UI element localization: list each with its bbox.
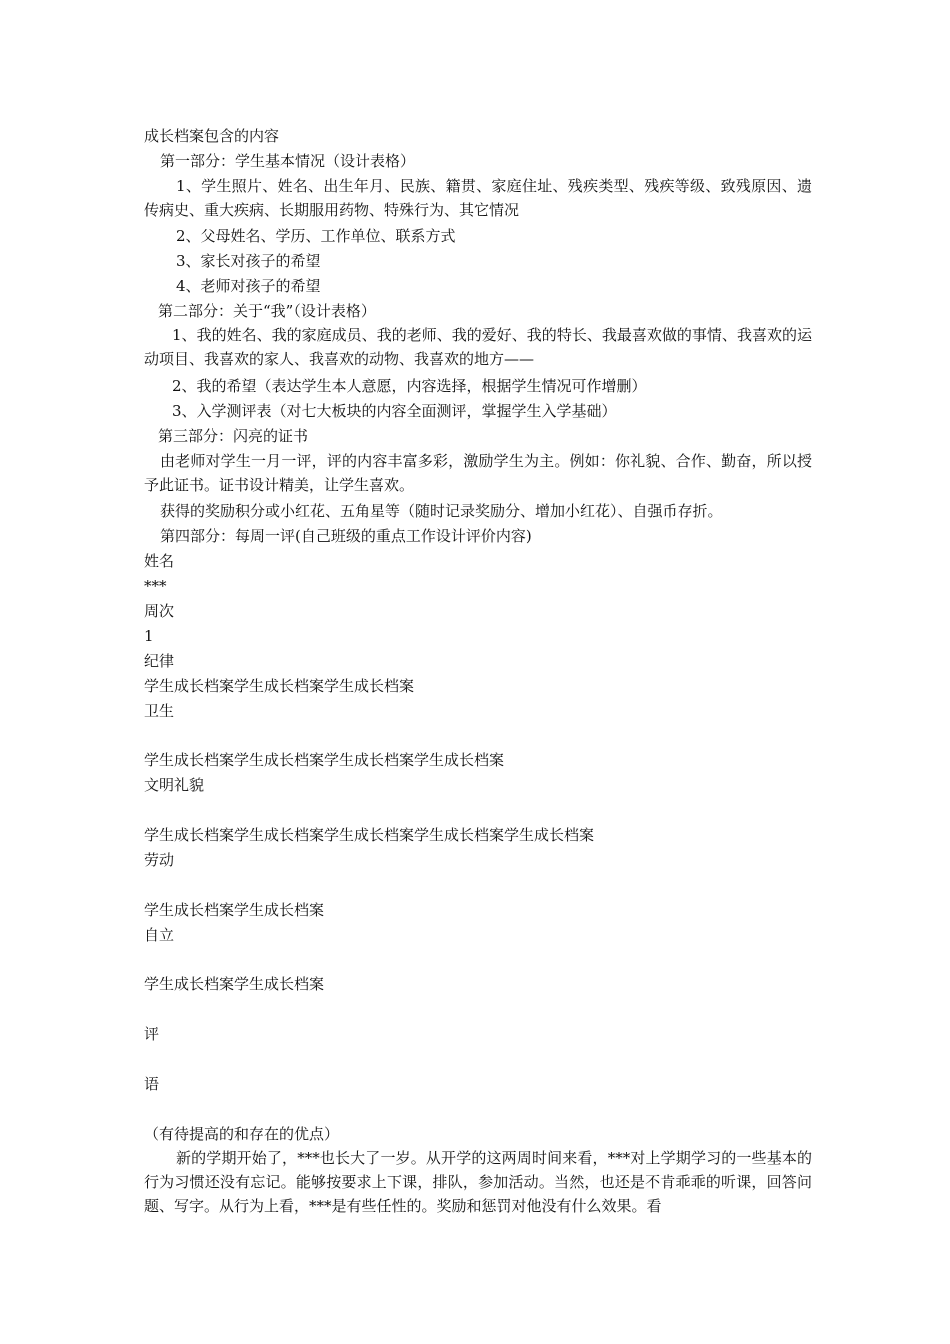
part2-item-1: 1、我的姓名、我的家庭成员、我的老师、我的爱好、我的特长、我最喜欢做的事情、我喜欢的运动项目、我喜欢的家人、我喜欢的动物、我喜欢的地方—— [144,326,812,368]
part2-item-3: 3、入学测评表（对七大板块的内容全面测评，掌握学生入学基础） [172,402,617,420]
row-discipline-value: 学生成长档案学生成长档案学生成长档案 [144,677,415,695]
part1-item-1: 1、学生照片、姓名、出生年月、民族、籍贯、家庭住址、残疾类型、残疾等级、致残原因、遗传病史、重大疾病、长期服用药物、特殊行为、其它情况 [144,177,812,219]
comment-note: （有待提高的和存在的优点） [144,1125,340,1143]
row-labor-label: 劳动 [144,851,175,869]
part4-heading: 第四部分：每周一评(自己班级的重点工作设计评价内容) [160,527,532,545]
part1-item-2: 2、父母姓名、学历、工作单位、联系方式 [176,227,456,245]
row-hygiene-label: 卫生 [144,702,175,720]
part1-heading: 第一部分：学生基本情况（设计表格） [160,152,416,170]
comment-label-2: 语 [144,1075,160,1093]
row-independence-value: 学生成长档案学生成长档案 [144,975,325,993]
row-discipline-label: 纪律 [144,652,175,670]
comment-label-1: 评 [144,1025,160,1043]
part1-item-4: 4、老师对孩子的希望 [176,277,321,295]
name-label: 姓名 [144,552,175,570]
row-independence-label: 自立 [144,926,175,944]
part2-item-2: 2、我的希望（表达学生本人意愿，内容选择，根据学生情况可作增删） [172,377,647,395]
row-courtesy-label: 文明礼貌 [144,776,205,794]
comment-text: 新的学期开始了，***也长大了一岁。从开学的这两周时间来看，***对上学期学习的一些基本的行为习惯还没有忘记。能够按要求上下课，排队，参加活动。当然，也还是不肯乖乖的听课，回答问题、写字。从行为上看，***是有些任性的。奖励和惩罚对他没有什么效果。看 [144,1149,812,1215]
part3-para-2: 获得的奖励积分或小红花、五角星等（随时记录奖励分、增加小红花）、自强币存折。 [160,502,723,520]
row-labor-value: 学生成长档案学生成长档案 [144,901,325,919]
part2-heading: 第二部分：关于“我”（设计表格） [158,302,376,320]
week-value: 1 [144,627,154,645]
row-courtesy-value: 学生成长档案学生成长档案学生成长档案学生成长档案学生成长档案 [144,826,595,844]
row-hygiene-value: 学生成长档案学生成长档案学生成长档案学生成长档案 [144,751,505,769]
doc-title: 成长档案包含的内容 [144,127,280,145]
part3-para-1: 由老师对学生一月一评，评的内容丰富多彩，激励学生为主。例如：你礼貌、合作、勤奋，所以授予此证书。证书设计精美，让学生喜欢。 [144,452,812,494]
name-value: *** [144,577,167,595]
week-label: 周次 [144,602,175,620]
part1-item-3: 3、家长对孩子的希望 [176,252,321,270]
part3-heading: 第三部分：闪亮的证书 [158,427,309,445]
